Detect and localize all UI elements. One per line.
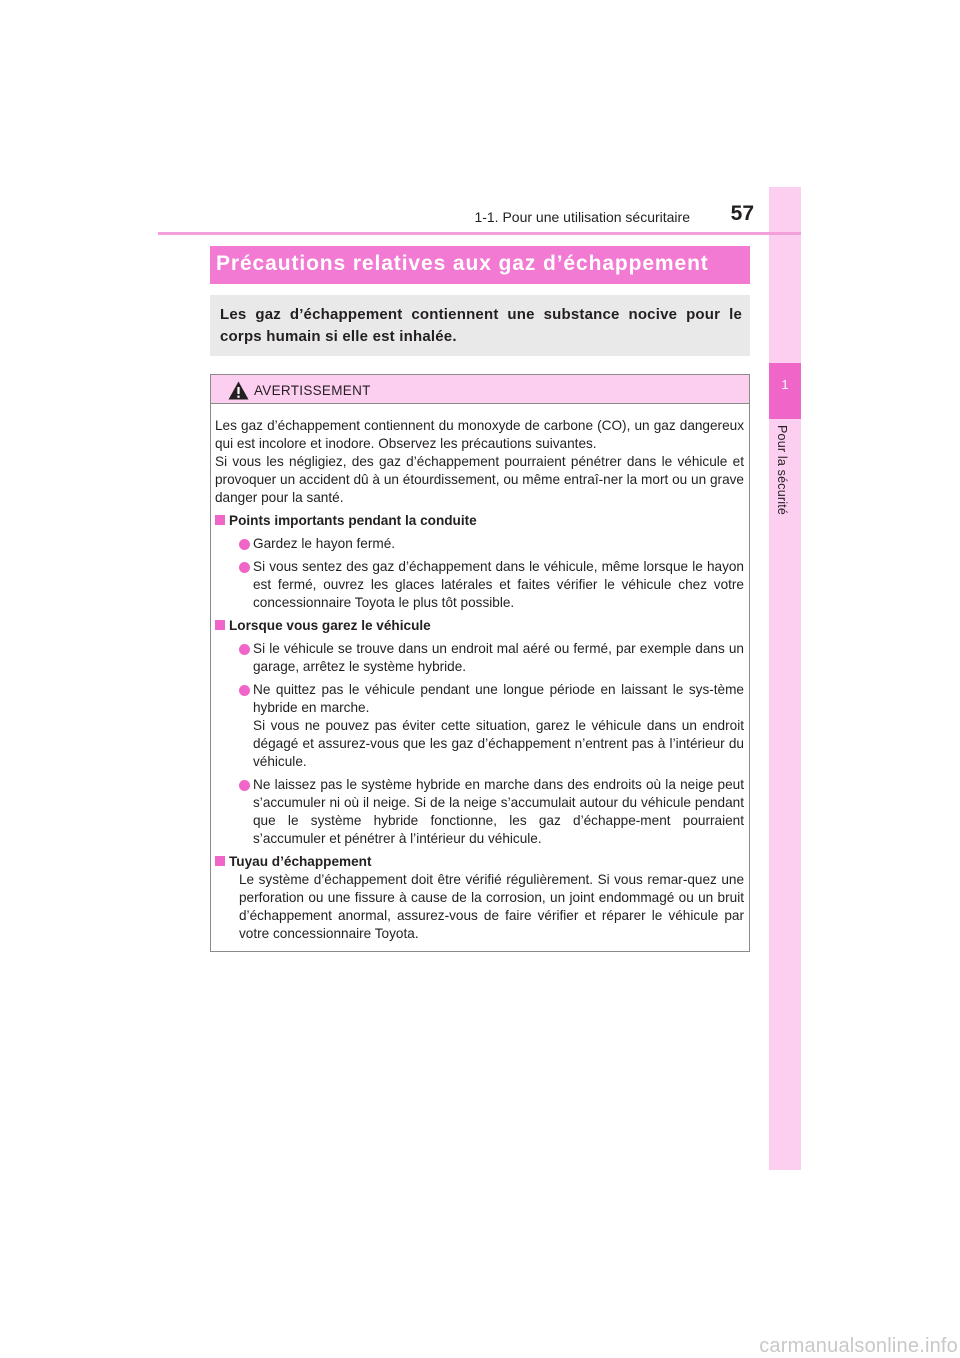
page-number: 57	[730, 202, 754, 225]
round-bullet-icon	[239, 685, 250, 696]
chapter-number: 1	[781, 377, 789, 392]
warning-body	[215, 417, 744, 943]
watermark: carmanualsonline.info	[759, 1335, 958, 1357]
list-item	[229, 535, 744, 553]
list-item-continuation: Si vous ne pouvez pas éviter cette situation, garez le véhicule dans un endroit dégagé et assurez-vous que les gaz d’échappement n’entrent pas à l’intérieur du véhicule.	[253, 718, 744, 769]
section-title: Lorsque vous garez le véhicule	[229, 618, 431, 633]
list-item-text: Si vous sentez des gaz d’échappement dans le véhicule, même lorsque le hayon est fermé, ouvrez les glaces latérales et faites vérifier le véhicule chez votre concessionnaire Toyota le plus tôt possible.	[253, 559, 744, 610]
section-header: 1-1. Pour une utilisation sécuritaire	[474, 209, 690, 225]
list-item	[229, 776, 744, 848]
side-tab-strip	[769, 187, 801, 1170]
title-band	[210, 246, 750, 284]
section-title: Tuyau d’échappement	[229, 854, 372, 869]
warning-intro: Si vous les négligiez, des gaz d’échappement pourraient pénétrer dans le véhicule et provoquer un accident dû à un étourdissement, ou même entraî-ner la mort ou un grave danger pour la santé.	[215, 454, 744, 505]
warning-box	[210, 374, 750, 952]
intro-box	[210, 295, 750, 356]
intro-text: Les gaz d’échappement contiennent une substance nocive pour le corps humain si elle est inhalée.	[220, 306, 742, 345]
section-parking	[215, 617, 744, 848]
warning-header	[211, 375, 749, 404]
chapter-label: Pour la sécurité	[775, 425, 789, 516]
section-driving	[215, 512, 744, 612]
list-item-text: Ne laissez pas le système hybride en marche dans des endroits où la neige peut s’accumuler ni où il neige. Si de la neige s’accumulait autour du véhicule pendant que le système hybride fonctionne, les gaz d’échappe-ment pourraient s’accumuler et pénétrer à l’intérieur du véhicule.	[253, 777, 744, 846]
square-bullet-icon	[215, 856, 225, 866]
section-title: Points importants pendant la conduite	[229, 513, 477, 528]
square-bullet-icon	[215, 515, 225, 525]
header-rule	[158, 232, 801, 235]
square-bullet-icon	[215, 620, 225, 630]
round-bullet-icon	[239, 562, 250, 573]
section-body: Le système d’échappement doit être vérifié régulièrement. Si vous remar-quez une perforation ou une fissure à cause de la corrosion, un joint endommagé ou un bruit d’échappement anormal, assurez-vous de faire vérifier et réparer le véhicule par votre concessionnaire Toyota.	[239, 872, 744, 941]
section-exhaust-pipe	[215, 853, 744, 943]
page-title: Précautions relatives aux gaz d’échappement	[216, 252, 709, 275]
round-bullet-icon	[239, 780, 250, 791]
list-item	[229, 681, 744, 771]
list-item-text: Gardez le hayon fermé.	[253, 536, 396, 551]
list-item-text: Ne quittez pas le véhicule pendant une longue période en laissant le sys-tème hybride en marche.	[253, 682, 744, 715]
warning-intro: Les gaz d’échappement contiennent du monoxyde de carbone (CO), un gaz dangereux qui est incolore et inodore. Observez les précautions suivantes.	[215, 418, 744, 451]
warning-triangle-icon	[228, 381, 249, 400]
round-bullet-icon	[239, 644, 250, 655]
round-bullet-icon	[239, 539, 250, 550]
warning-label: AVERTISSEMENT	[254, 383, 371, 398]
chapter-tab	[769, 363, 801, 419]
list-item	[229, 640, 744, 676]
list-item-text: Si le véhicule se trouve dans un endroit mal aéré ou fermé, par exemple dans un garage, arrêtez le système hybride.	[253, 641, 744, 674]
list-item	[229, 558, 744, 612]
